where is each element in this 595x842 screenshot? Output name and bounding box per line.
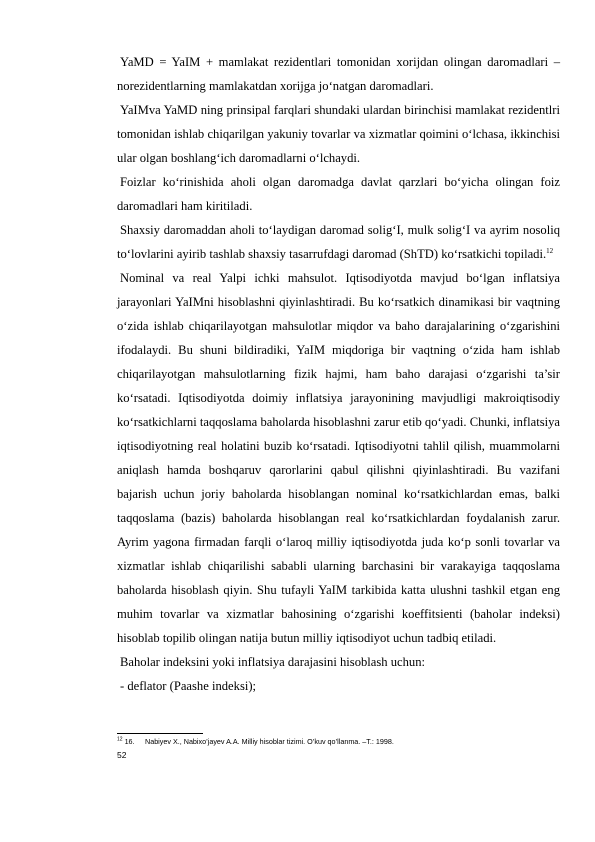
paragraph-text: - deflator (Paashe indeksi); [120, 679, 257, 693]
paragraph-text: Foizlar ko‘rinishida aholi olgan daromadga davlat qarzlari bo‘yicha olingan foiz daromadlari ham kiritiladi. [117, 175, 560, 213]
footnote-number [117, 737, 145, 747]
paragraph-text: Shaxsiy daromaddan aholi to‘laydigan daromad solig‘I, mulk solig‘I va ayrim nosoliq to‘lovlarini ayirib tashlab shaxsiy tasarrufdagi daromad (ShTD) ko‘rsatkichi topiladi. [117, 223, 560, 261]
paragraph-text: Nominal va real Yalpi ichki mahsulot. Iqtisodiyotda mavjud bo‘lgan inflatsiya jarayonlari YaIMni hisoblashni qiyinlashtiradi. Bu ko‘rsatkich dinamikasi bir vaqtning o‘zida ishlab chiqarilayotgan mahsulotlar miqdor va baho darajalarining o‘zgarishini ifodalaydi. Bu shuni bildiradiki, YaIM miqdoriga bir vaqtning o‘zida ham ishlab chiqarilayotgan mahsulotlarning fizik hajmi, ham baho darajasi o‘zgarishi ta’sir ko‘rsatadi. Iqtisodiyotda doimiy inflatsiya jarayonining mavjudligi makroiqtisodiy ko‘rsatkichlarni taqqoslama baholarda hisoblashni zarur etib qo‘yadi. Chunki, inflatsiya iqtisodiyotning real holatini buzib ko‘rsatadi. Iqtisodiyotni tahlil qilish, muammolarni aniqlash hamda boshqaruv qarorlarini qabul qilishni qiyinlashtiradi. Bu vazifani bajarish uchun joriy baholarda hisoblangan nominal ko‘rsatkichlardan emas, balki taqqoslama (bazis) baholarda hisoblangan real ko‘rsatkichlardan foydalanish zarur. Ayrim yagona firmadan farqli o‘laroq milliy iqtisodiyotda juda ko‘p sonli tovarlar va xizmatlar ishlab chiqarilishi sababli ularning barchasini bir varakayiga taqqoslama baholarda hisoblash qiyin. Shu tufayli YaIM tarkibida katta ulushni tashkil etgan eng muhim tovarlar va xizmatlar bahosining o‘zgarishi koeffitsienti (baholar indeksi) hisoblab topilib olingan natija butun milliy iqtisodiyot uchun tadbiq etiladi. [117, 271, 560, 645]
paragraph-disposable-income [117, 218, 560, 266]
paragraph-deflator-item [117, 674, 560, 698]
paragraph-text: Baholar indeksini yoki inflatsiya darajasini hisoblash uchun: [120, 655, 425, 669]
paragraph-text: YaMD = YaIM + mamlakat rezidentlari tomonidan xorijdan olingan daromadlari – norezidentlarning mamlakatdan xorijga jo‘natgan daromadlari. [117, 55, 560, 93]
page-body [117, 50, 560, 698]
paragraph-yaim-yamd-difference [117, 98, 560, 170]
paragraph-yamd-formula [117, 50, 560, 98]
footnote-text: Nabiyev X., Nabixo’jayev A.A. Milliy hisoblar tizimi. O’kuv qo’llanma. –T.: 1998. [145, 737, 394, 746]
paragraph-text: YaIMva YaMD ning prinsipal farqlari shundaki ulardan birinchisi mamlakat rezidentlri tomonidan ishlab chiqarilgan yakuniy tovarlar va xizmatlar qoimini o‘lchasa, ikkinchisi ular olgan boshlang‘ich daromadlarni o‘lchaydi. [117, 103, 560, 165]
footnote-separator [117, 733, 203, 734]
paragraph-nominal-real-gdp [117, 266, 560, 650]
footnote-reference[interactable]: 12 [546, 246, 554, 255]
footnote-marker: 12 [117, 736, 123, 743]
paragraph-price-index-intro [117, 650, 560, 674]
footnote-index: 16. [124, 737, 135, 746]
page-number: 52 [117, 750, 127, 760]
footnote [117, 737, 560, 747]
paragraph-interest-income [117, 170, 560, 218]
